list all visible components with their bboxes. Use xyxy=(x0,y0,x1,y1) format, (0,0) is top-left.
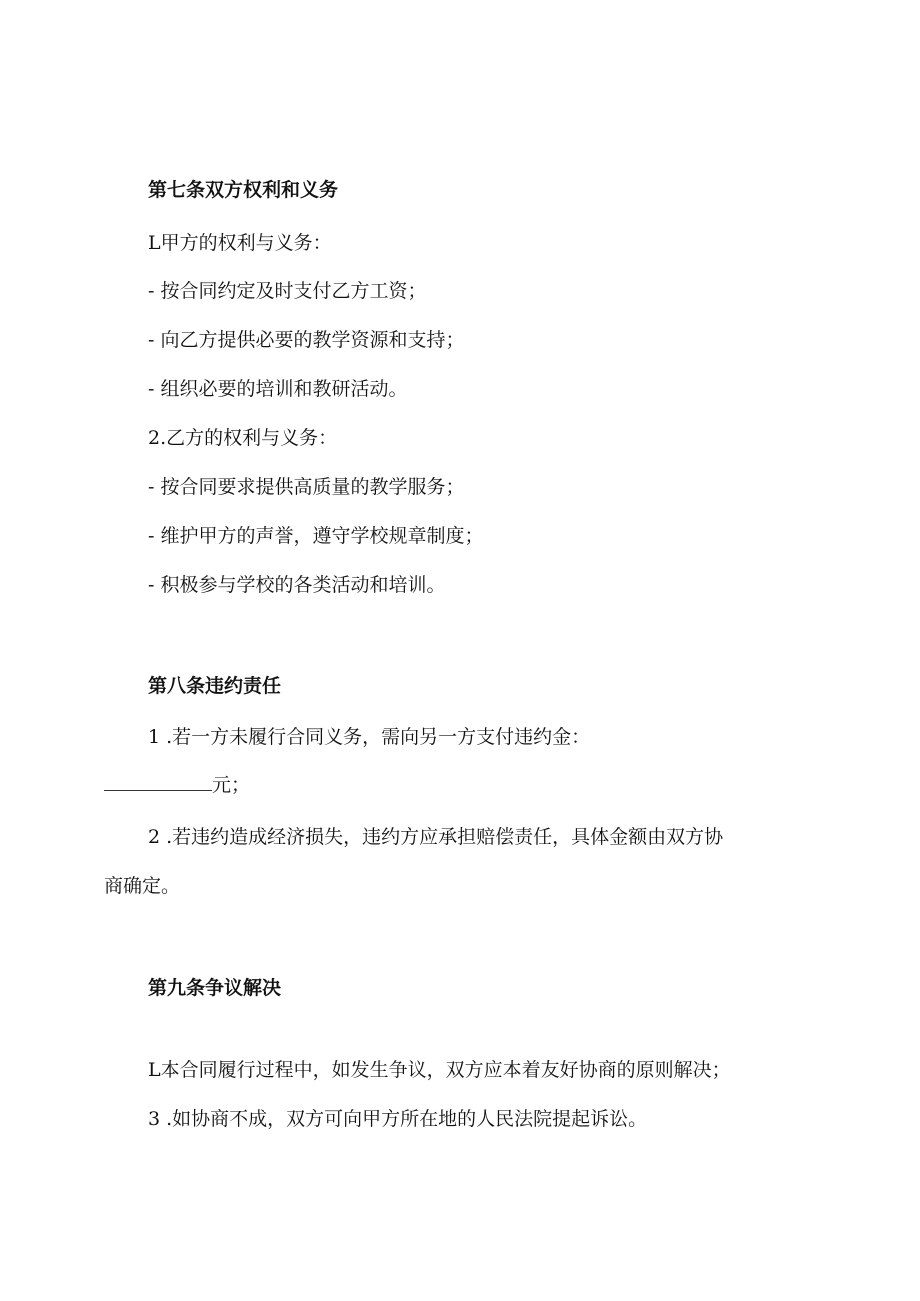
article8-clause2-cont: 商确定。 xyxy=(104,875,181,897)
partyA-item: - 向乙方提供必要的教学资源和支持； xyxy=(148,329,465,351)
article9-clause1: L本合同履行过程中，如发生争议，双方应本着友好协商的原则解决； xyxy=(148,1059,731,1081)
penalty-unit: 元； xyxy=(212,774,251,796)
article8-clause1: 1 .若一方未履行合同义务，需向另一方支付违约金： xyxy=(148,726,591,748)
partyA-item: - 按合同约定及时支付乙方工资； xyxy=(148,280,427,302)
penalty-amount-line xyxy=(104,772,250,798)
penalty-amount-blank xyxy=(104,772,212,791)
article8-clause2: 2 .若违约造成经济损失，违约方应承担赔偿责任，具体金额由双方协 xyxy=(148,826,724,848)
article7-title: 第七条双方权利和义务 xyxy=(148,179,339,201)
partyA-item: - 组织必要的培训和教研活动。 xyxy=(148,378,408,400)
partyB-item: - 积极参与学校的各类活动和培训。 xyxy=(148,574,446,596)
partyB-heading: 2.乙方的权利与义务： xyxy=(148,427,338,449)
partyB-item: - 维护甲方的声誉，遵守学校规章制度； xyxy=(148,525,484,547)
partyB-item: - 按合同要求提供高质量的教学服务； xyxy=(148,476,465,498)
article9-clause3: 3 .如协商不成，双方可向甲方所在地的人民法院提起诉讼。 xyxy=(148,1108,648,1130)
article8-title: 第八条违约责任 xyxy=(148,675,282,697)
article9-title: 第九条争议解决 xyxy=(148,977,282,999)
partyA-heading: L甲方的权利与义务： xyxy=(148,232,332,254)
